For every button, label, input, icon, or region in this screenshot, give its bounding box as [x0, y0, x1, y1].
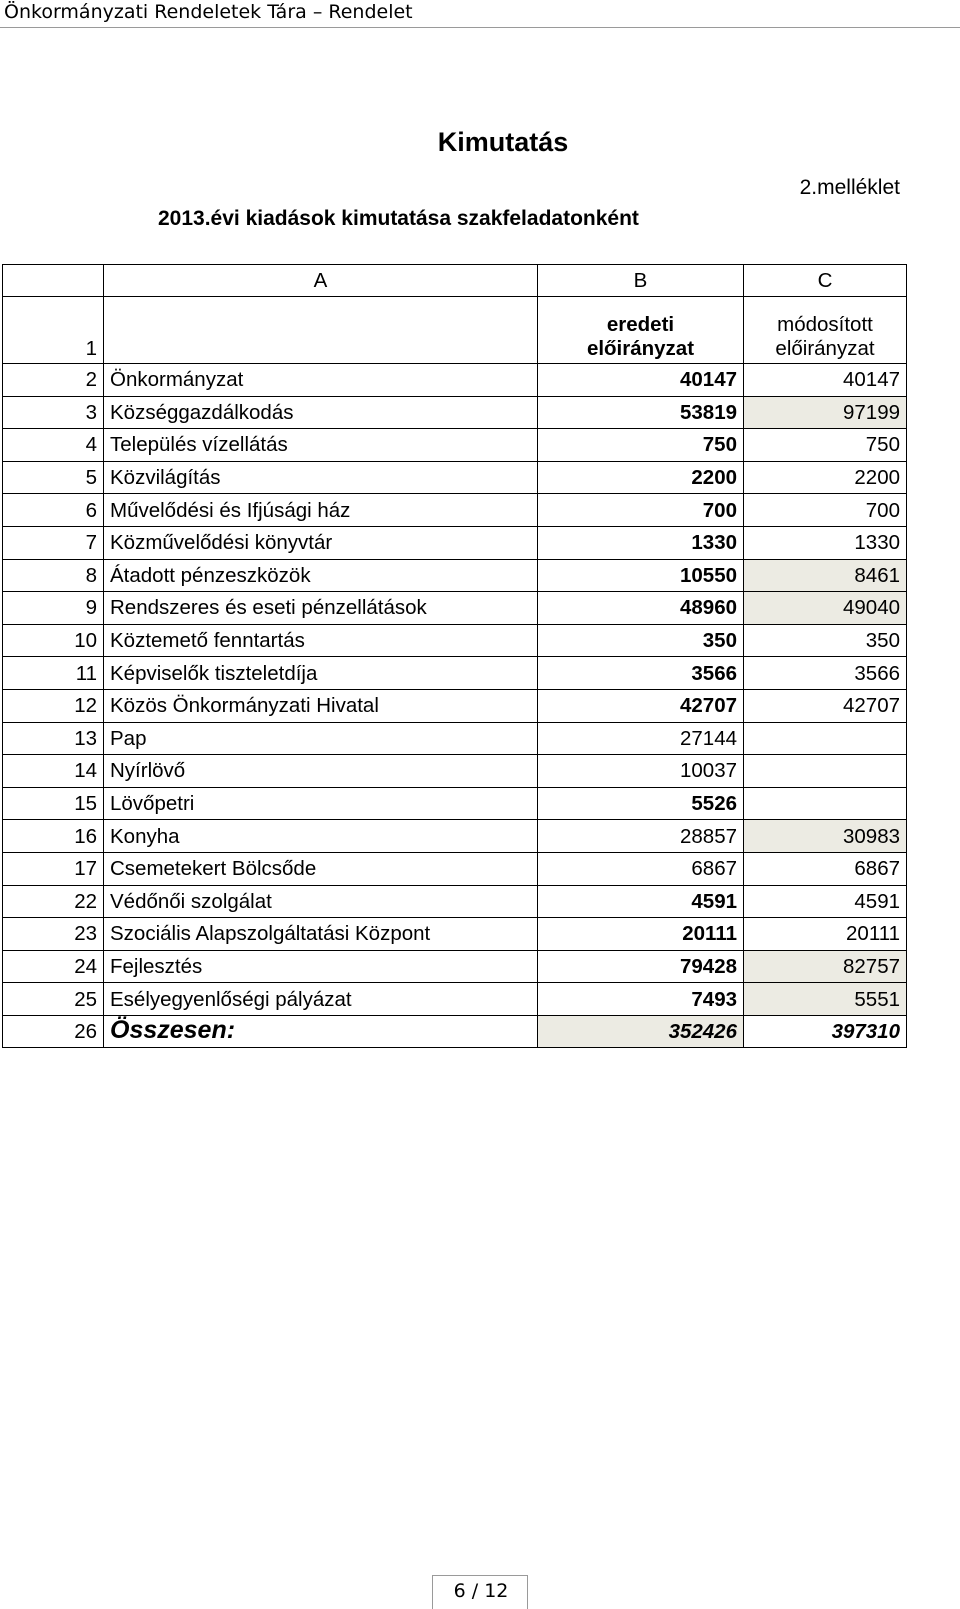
row-number: 24 — [3, 950, 104, 983]
table-row — [3, 364, 907, 397]
task-name: Átadott pénzeszközök — [104, 559, 538, 592]
header-b-line1: eredeti — [606, 313, 675, 336]
total-modified-amount: 397310 — [744, 1015, 907, 1048]
modified-amount — [744, 722, 907, 755]
original-amount: 20111 — [538, 918, 744, 951]
task-name: Önkormányzat — [104, 364, 538, 397]
row-number: 5 — [3, 461, 104, 494]
task-name: Községgazdálkodás — [104, 396, 538, 429]
original-amount: 5526 — [538, 787, 744, 820]
corner-cell — [3, 265, 104, 297]
page-number: 6 / 12 — [453, 1580, 509, 1602]
modified-amount — [744, 787, 907, 820]
original-amount: 750 — [538, 429, 744, 462]
document-subtitle: 2013.évi kiadások kimutatása szakfeladatonként — [158, 207, 639, 230]
row-number: 14 — [3, 755, 104, 788]
original-amount: 700 — [538, 494, 744, 527]
original-amount: 53819 — [538, 396, 744, 429]
row-number: 10 — [3, 624, 104, 657]
original-amount: 10037 — [538, 755, 744, 788]
modified-amount: 20111 — [744, 918, 907, 951]
table-row — [3, 461, 907, 494]
header-c-line1: módosított — [777, 313, 873, 336]
row-number: 7 — [3, 526, 104, 559]
table-row — [3, 820, 907, 853]
table-row — [3, 559, 907, 592]
column-letter-c: C — [744, 265, 907, 297]
row-number: 13 — [3, 722, 104, 755]
modified-amount: 1330 — [744, 526, 907, 559]
task-name: Képviselők tiszteletdíja — [104, 657, 538, 690]
task-name: Pap — [104, 722, 538, 755]
header-title: Önkormányzati Rendeletek Tára – Rendelet — [4, 1, 413, 23]
original-amount: 28857 — [538, 820, 744, 853]
row-number: 15 — [3, 787, 104, 820]
modified-amount: 5551 — [744, 983, 907, 1016]
modified-amount: 8461 — [744, 559, 907, 592]
original-amount: 10550 — [538, 559, 744, 592]
original-amount: 7493 — [538, 983, 744, 1016]
original-amount: 3566 — [538, 657, 744, 690]
table-row — [3, 950, 907, 983]
modified-amount: 42707 — [744, 689, 907, 722]
modified-amount: 30983 — [744, 820, 907, 853]
row-number: 23 — [3, 918, 104, 951]
table-row — [3, 526, 907, 559]
column-header-row — [3, 297, 907, 364]
task-name: Lövőpetri — [104, 787, 538, 820]
header-b-line2: előirányzat — [586, 337, 695, 360]
original-amount: 40147 — [538, 364, 744, 397]
original-amount: 42707 — [538, 689, 744, 722]
row-number: 6 — [3, 494, 104, 527]
name-header-cell — [104, 297, 538, 364]
document-title: Kimutatás — [437, 127, 569, 157]
table-row — [3, 918, 907, 951]
table-row — [3, 429, 907, 462]
column-letter-b: B — [538, 265, 744, 297]
task-name: Rendszeres és eseti pénzellátások — [104, 592, 538, 625]
table-row — [3, 657, 907, 690]
total-label: Összesen: — [104, 1015, 538, 1048]
table-row — [3, 592, 907, 625]
original-appropriation-header — [538, 297, 744, 364]
modified-amount: 6867 — [744, 852, 907, 885]
original-amount: 27144 — [538, 722, 744, 755]
task-name: Csemetekert Bölcsőde — [104, 852, 538, 885]
original-amount: 2200 — [538, 461, 744, 494]
task-name: Művelődési és Ifjúsági ház — [104, 494, 538, 527]
task-name: Esélyegyenlőségi pályázat — [104, 983, 538, 1016]
page-indicator — [432, 1575, 528, 1609]
original-amount: 4591 — [538, 885, 744, 918]
expenditure-table — [2, 264, 907, 1048]
annex-label: 2.melléklet — [799, 176, 900, 199]
table-row — [3, 787, 907, 820]
row-number: 11 — [3, 657, 104, 690]
table-row — [3, 852, 907, 885]
modified-amount: 700 — [744, 494, 907, 527]
task-name: Védőnői szolgálat — [104, 885, 538, 918]
row-number: 25 — [3, 983, 104, 1016]
task-name: Szociális Alapszolgáltatási Központ — [104, 918, 538, 951]
modified-amount: 82757 — [744, 950, 907, 983]
task-name: Település vízellátás — [104, 429, 538, 462]
table-row — [3, 689, 907, 722]
row-number: 17 — [3, 852, 104, 885]
row-number: 26 — [3, 1015, 104, 1048]
modified-amount: 49040 — [744, 592, 907, 625]
row-number: 16 — [3, 820, 104, 853]
total-row — [3, 1015, 907, 1048]
modified-amount: 40147 — [744, 364, 907, 397]
row-number: 12 — [3, 689, 104, 722]
table-row — [3, 755, 907, 788]
task-name: Közművelődési könyvtár — [104, 526, 538, 559]
row-number: 4 — [3, 429, 104, 462]
table-row — [3, 396, 907, 429]
task-name: Köztemető fenntartás — [104, 624, 538, 657]
modified-amount: 97199 — [744, 396, 907, 429]
total-original-amount: 352426 — [538, 1015, 744, 1048]
modified-amount: 350 — [744, 624, 907, 657]
table-row — [3, 885, 907, 918]
task-name: Konyha — [104, 820, 538, 853]
task-name: Közvilágítás — [104, 461, 538, 494]
original-amount: 6867 — [538, 852, 744, 885]
table-row — [3, 983, 907, 1016]
table-row — [3, 494, 907, 527]
column-letter-row — [3, 265, 907, 297]
original-amount: 350 — [538, 624, 744, 657]
task-name: Közös Önkormányzati Hivatal — [104, 689, 538, 722]
viewer-header — [0, 0, 960, 28]
modified-amount: 2200 — [744, 461, 907, 494]
row-number: 2 — [3, 364, 104, 397]
row-number: 9 — [3, 592, 104, 625]
row-number: 22 — [3, 885, 104, 918]
modified-amount — [744, 755, 907, 788]
modified-amount: 750 — [744, 429, 907, 462]
table-row — [3, 722, 907, 755]
row-number: 1 — [3, 297, 104, 364]
row-number: 8 — [3, 559, 104, 592]
task-name: Fejlesztés — [104, 950, 538, 983]
original-amount: 79428 — [538, 950, 744, 983]
row-number: 3 — [3, 396, 104, 429]
original-amount: 1330 — [538, 526, 744, 559]
table-row — [3, 624, 907, 657]
task-name: Nyírlövő — [104, 755, 538, 788]
modified-amount: 3566 — [744, 657, 907, 690]
modified-appropriation-header — [744, 297, 907, 364]
modified-amount: 4591 — [744, 885, 907, 918]
column-letter-a: A — [104, 265, 538, 297]
header-c-line2: előirányzat — [775, 337, 875, 360]
original-amount: 48960 — [538, 592, 744, 625]
